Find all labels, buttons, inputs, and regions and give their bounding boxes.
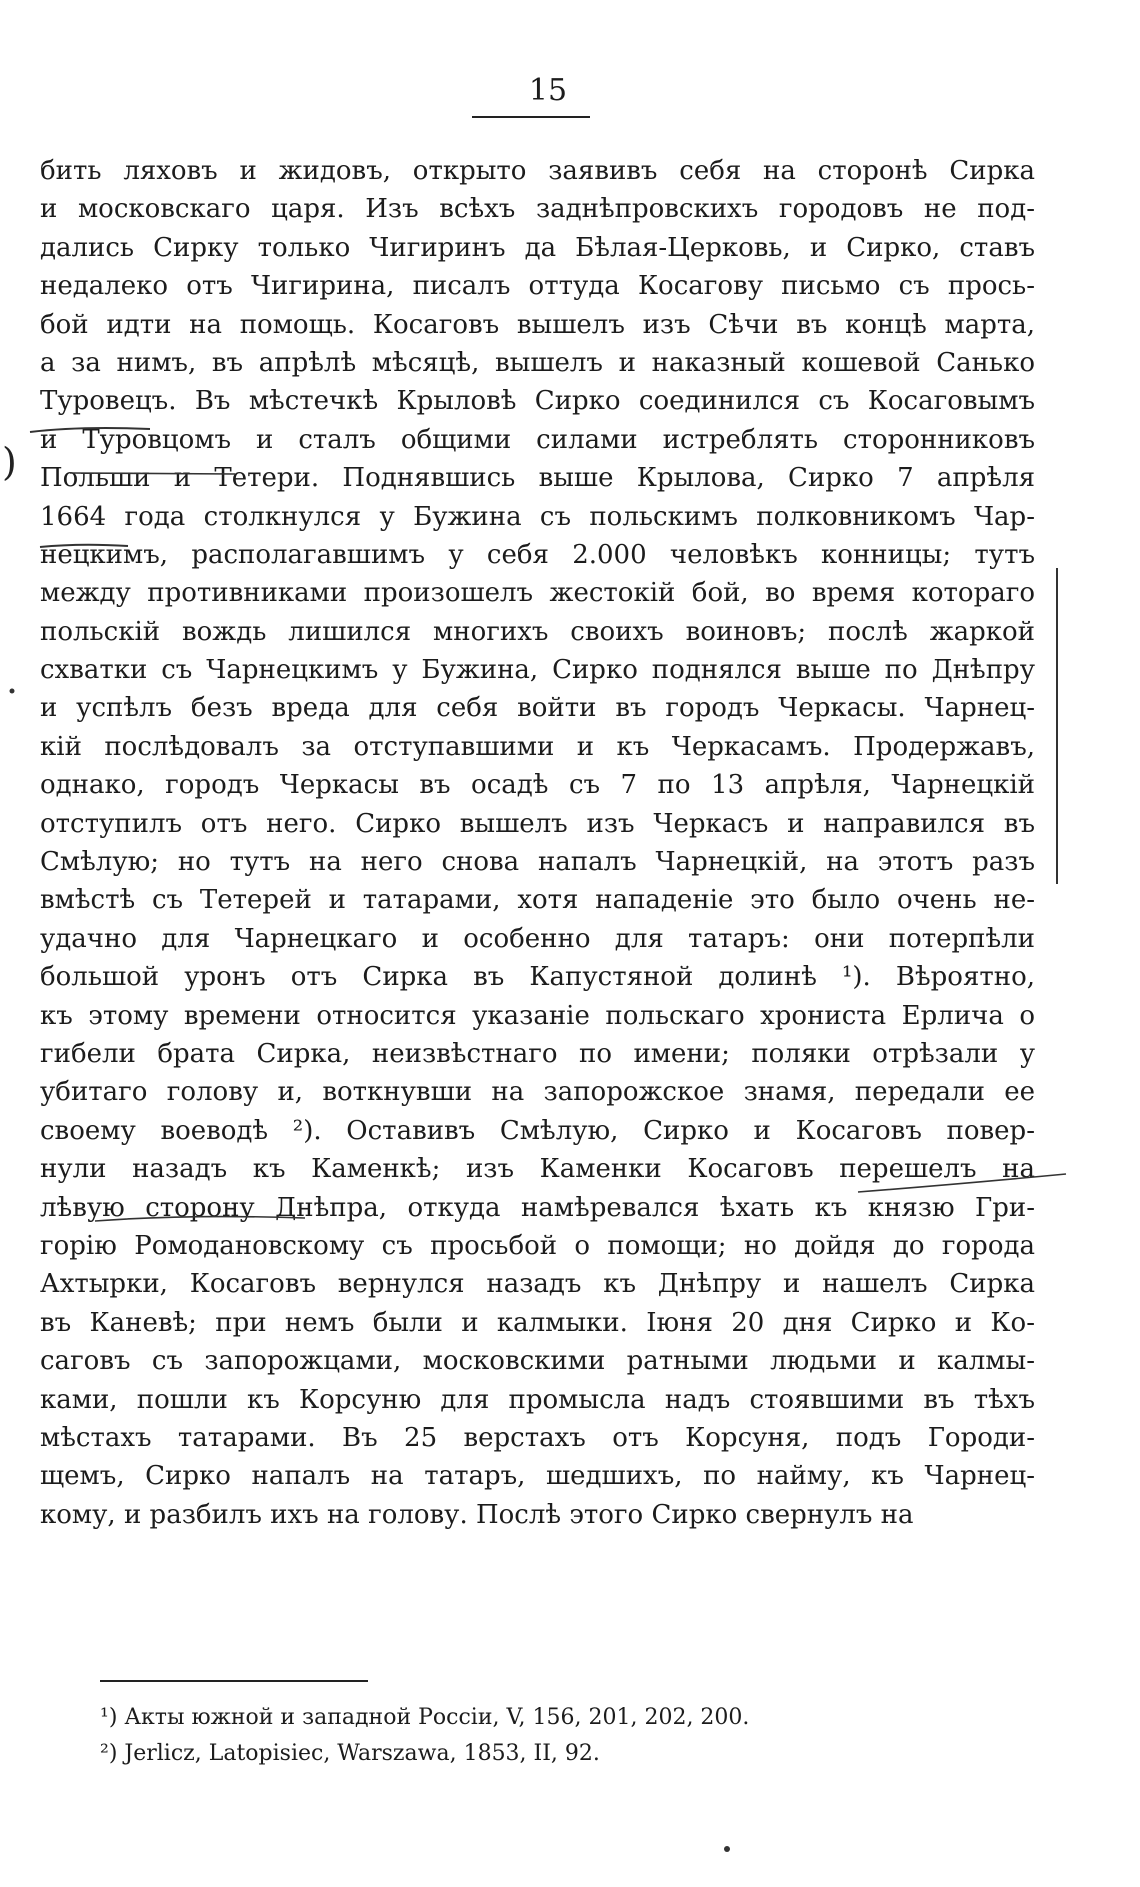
margin-paren-mark: ) (2, 440, 17, 484)
text-line: удачно для Чарнецкаго и особенно для татаръ: они потерпѣли (40, 923, 1035, 954)
text-line: кому, и разбилъ ихъ на голову. Послѣ этого Сирко свернулъ на (40, 1499, 914, 1530)
text-line: нули назадъ къ Каменкѣ; изъ Каменки Косаговъ перешелъ на (40, 1154, 1035, 1185)
text-line: и успѣлъ безъ вреда для себя войти въ городъ Черкасы. Чарнец- (40, 693, 1035, 724)
text-line: бить ляховъ и жидовъ, открыто заявивъ себя на сторонѣ Сирка (40, 156, 1035, 186)
stray-dot (10, 689, 15, 694)
text-line: а за нимъ, въ апрѣлѣ мѣсяцѣ, вышелъ и наказный кошевой Санько (40, 347, 1035, 378)
text-line: схватки съ Чарнецкимъ у Бужина, Сирко поднялся выше по Днѣпру (40, 655, 1035, 686)
text-line: 1664 года столкнулся у Бужина съ польскимъ полковникомъ Чар- (40, 501, 1035, 532)
text-line: мѣстахъ татарами. Въ 25 верстахъ отъ Корсуня, подъ Городи- (40, 1422, 1035, 1453)
text-line: однако, городъ Черкасы въ осадѣ съ 7 по 13 апрѣля, Чарнецкій (40, 770, 1035, 801)
text-line: дались Сирку только Чигиринъ да Бѣлая-Церковь, и Сирко, ставъ (40, 232, 1035, 263)
text-line: и московскаго царя. Изъ всѣхъ заднѣпровскихъ городовъ не под- (40, 194, 1035, 225)
body-text (40, 152, 1035, 1534)
text-line: щемъ, Сирко напалъ на татаръ, шедшихъ, по найму, къ Чарнец- (40, 1461, 1035, 1492)
text-line: Смѣлую; но тутъ на него снова напалъ Чарнецкій, на этотъ разъ (40, 847, 1035, 878)
footnotes (100, 1700, 1000, 1772)
text-line: ками, пошли къ Корсуню для промысла надъ стоявшими въ тѣхъ (40, 1384, 1035, 1415)
text-line: своему воеводѣ ²). Оставивъ Смѣлую, Сирко и Косаговъ повер- (40, 1115, 1035, 1146)
footnote: ²) Jerlicz, Latopisiec, Warszawa, 1853, II, 92. (100, 1741, 600, 1766)
stray-dot (724, 1846, 730, 1852)
text-line: недалеко отъ Чигирина, писалъ оттуда Косагову письмо съ прось- (40, 271, 1035, 302)
footnote-rule (100, 1680, 368, 1682)
text-line: лѣвую сторону Днѣпра, откуда намѣревался ѣхать къ князю Гри- (40, 1192, 1035, 1223)
text-line: отступилъ отъ него. Сирко вышелъ изъ Черкасъ и направился въ (40, 808, 1035, 839)
text-line: кій послѣдовалъ за отступавшими и къ Черкасамъ. Продержавъ, (40, 731, 1035, 762)
text-line: горію Ромодановскому съ просьбой о помощи; но дойдя до города (40, 1230, 1035, 1261)
footnote: ¹) Акты южной и западной Россіи, V, 156, 201, 202, 200. (100, 1705, 750, 1730)
page-number: 15 (528, 73, 568, 108)
text-line: саговъ съ запорожцами, московскими ратными людьми и калмы- (40, 1346, 1035, 1377)
text-line: и Туровцомъ и сталъ общими силами истреблять сторонниковъ (40, 424, 1035, 455)
text-line: Ахтырки, Косаговъ вернулся назадъ къ Днѣпру и нашелъ Сирка (40, 1269, 1035, 1300)
margin-marker-bar (1056, 568, 1058, 884)
text-line: бой идти на помощь. Косаговъ вышелъ изъ Сѣчи въ концѣ марта, (40, 309, 1035, 340)
text-line: къ этому времени относится указаніе польскаго хрониста Ерлича о (40, 1000, 1035, 1031)
text-line: Туровецъ. Въ мѣстечкѣ Крыловѣ Сирко соединился съ Косаговымъ (40, 386, 1035, 417)
text-line: польскій вождь лишился многихъ своихъ воиновъ; послѣ жаркой (40, 616, 1035, 647)
text-line: гибели брата Сирка, неизвѣстнаго по имени; поляки отрѣзали у (40, 1038, 1035, 1069)
text-line: убитаго голову и, воткнувши на запорожское знамя, передали ее (40, 1077, 1035, 1108)
text-line: вмѣстѣ съ Тетерей и татарами, хотя нападеніе это было очень не- (40, 885, 1035, 916)
page-number-rule (472, 116, 590, 118)
text-line: большой уронъ отъ Сирка въ Капустяной долинѣ ¹). Вѣроятно, (40, 962, 1035, 993)
text-line: въ Каневѣ; при немъ были и калмыки. Іюня 20 дня Сирко и Ко- (40, 1307, 1035, 1338)
text-line: нецкимъ, располагавшимъ у себя 2.000 человѣкъ конницы; тутъ (40, 539, 1035, 570)
text-line: между противниками произошелъ жестокій бой, во время котораго (40, 578, 1035, 609)
text-line: Польши и Тетери. Поднявшись выше Крылова, Сирко 7 апрѣля (40, 463, 1035, 494)
